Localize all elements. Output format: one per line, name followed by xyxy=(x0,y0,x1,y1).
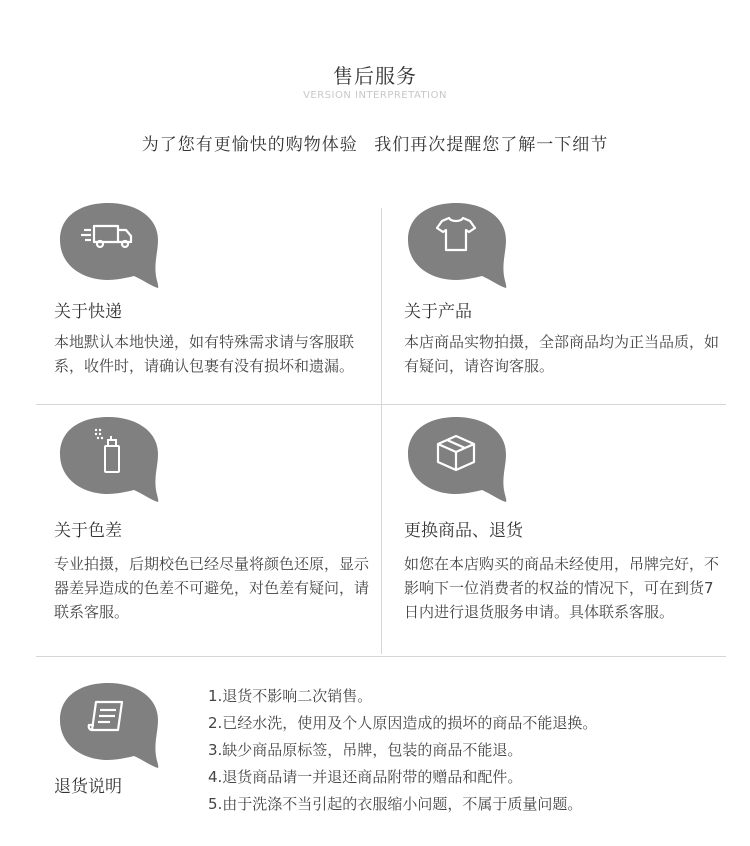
section-text-color: 专业拍摄，后期校色已经尽量将颜色还原，显示器差异造成的色差不可避免，对色差有疑问，请联系客服。 xyxy=(54,555,370,621)
list-item: 3.缺少商品原标签，吊牌，包装的商品不能退。 xyxy=(208,741,523,759)
section-text-exchange: 如您在本店购买的商品未经使用，吊牌完好，不影响下一位消费者的权益的情况下，可在到货7日内进行退货服务申请。具体联系客服。 xyxy=(404,555,720,621)
horizontal-divider xyxy=(36,656,726,657)
section-title-exchange: 更换商品、退货 xyxy=(404,521,523,541)
delivery-bubble xyxy=(56,200,160,292)
document-icon xyxy=(56,680,160,772)
page-title: 售后服务 xyxy=(333,64,417,88)
vertical-divider xyxy=(381,208,382,654)
section-title-delivery: 关于快递 xyxy=(54,302,122,322)
list-item: 2.已经水洗，使用及个人原因造成的损坏的商品不能退换。 xyxy=(208,714,598,732)
spray-icon xyxy=(56,414,160,506)
returns-bubble xyxy=(56,680,160,772)
color-bubble xyxy=(56,414,160,506)
list-item: 4.退货商品请一并退还商品附带的赠品和配件。 xyxy=(208,768,523,786)
exchange-bubble xyxy=(404,414,508,506)
list-item: 1.退货不影响二次销售。 xyxy=(208,687,373,705)
section-title-color: 关于色差 xyxy=(54,521,122,541)
page-subtitle: VERSION INTERPRETATION xyxy=(303,90,447,101)
truck-icon xyxy=(56,200,160,292)
section-title-product: 关于产品 xyxy=(404,302,472,322)
tshirt-icon xyxy=(404,200,508,292)
list-item: 5.由于洗涤不当引起的衣服缩小问题，不属于质量问题。 xyxy=(208,795,583,813)
intro-text: 为了您有更愉快的购物体验 我们再次提醒您了解一下细节 xyxy=(141,135,609,155)
box-icon xyxy=(404,414,508,506)
horizontal-divider xyxy=(36,404,726,405)
section-text-delivery: 本地默认本地快递，如有特殊需求请与客服联系，收件时，请确认包裹有没有损坏和遗漏。 xyxy=(54,333,355,375)
returns-list xyxy=(208,683,597,818)
returns-title: 退货说明 xyxy=(54,777,122,797)
section-text-product: 本店商品实物拍摄，全部商品均为正当品质，如有疑问，请咨询客服。 xyxy=(404,333,720,375)
product-bubble xyxy=(404,200,508,292)
